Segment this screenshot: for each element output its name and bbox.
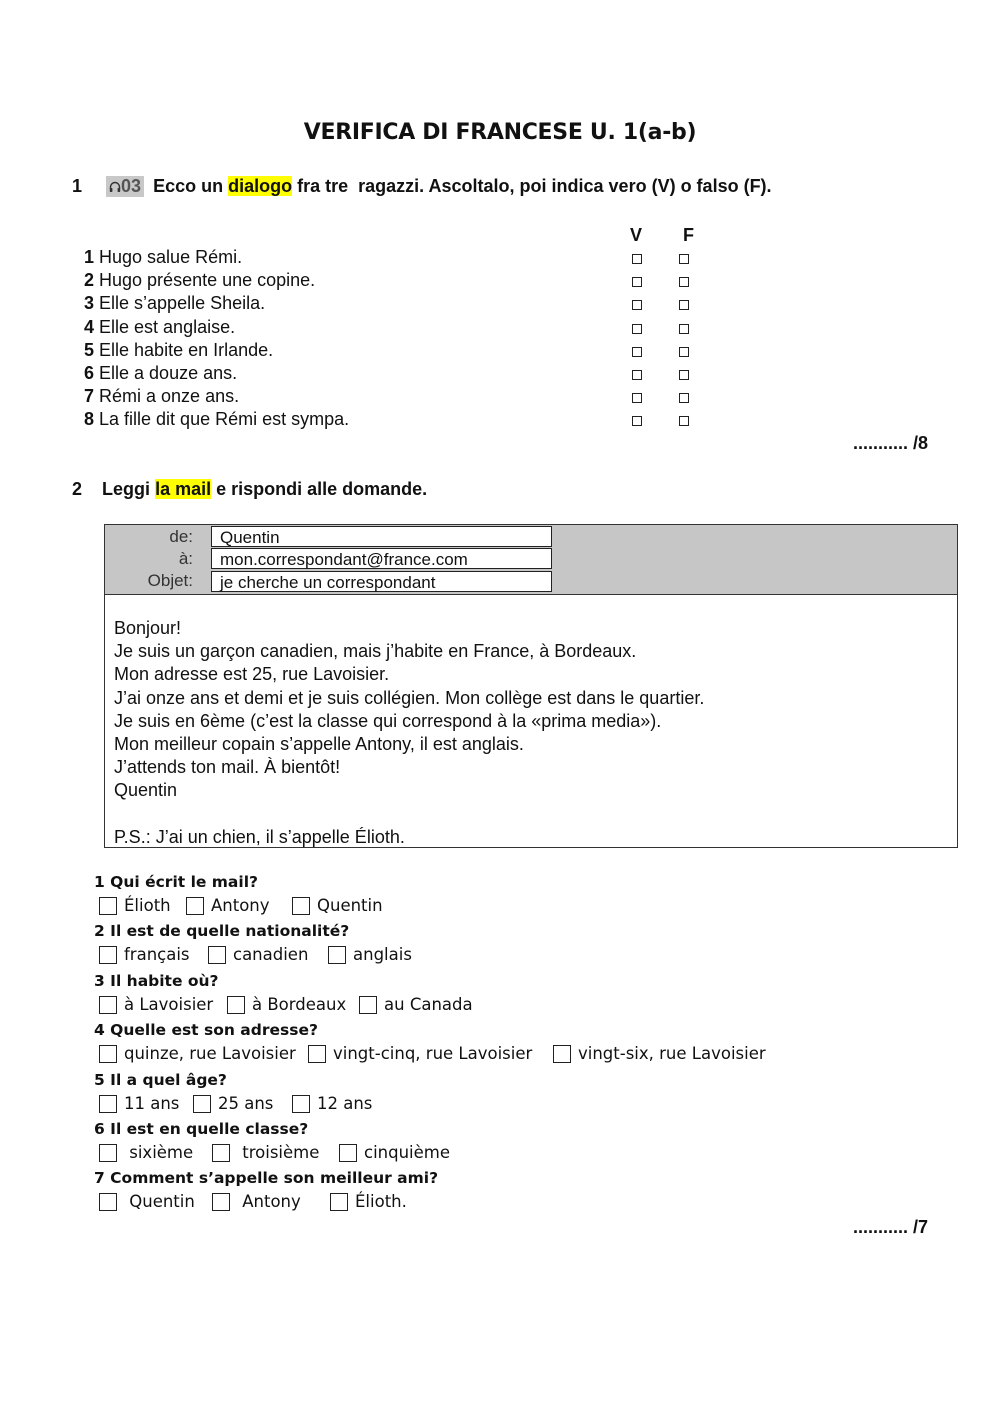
answer-checkbox[interactable] <box>292 1095 310 1113</box>
statement-text: Hugo présente une copine. <box>99 270 316 291</box>
answer-checkbox[interactable] <box>99 897 117 915</box>
statement-row <box>84 292 265 315</box>
answer-option-label: vingt-six, rue Lavoisier <box>578 1044 766 1064</box>
statement-text: Rémi a onze ans. <box>99 386 240 407</box>
statement-row <box>84 385 239 408</box>
audio-track-badge[interactable] <box>106 176 144 197</box>
email-window <box>104 524 958 848</box>
statement-text: Elle est anglaise. <box>99 316 236 337</box>
to-field: mon.correspondant@france.com <box>211 548 552 569</box>
true-checkbox[interactable] <box>632 370 642 380</box>
statement-row <box>84 408 349 431</box>
instruction-text: Ecco un <box>153 176 224 196</box>
false-checkbox[interactable] <box>679 416 689 426</box>
question-text: 5 Il a quel âge? <box>94 1070 227 1089</box>
true-checkbox[interactable] <box>632 416 642 426</box>
false-checkbox[interactable] <box>679 254 689 264</box>
true-checkbox[interactable] <box>632 347 642 357</box>
exercise-1-score: ........... /8 <box>852 433 928 453</box>
question-text: 4 Quelle est son adresse? <box>94 1021 318 1040</box>
email-body-line: Mon meilleur copain s’appelle Antony, il est anglais. <box>114 734 524 755</box>
answer-option-label: canadien <box>233 945 309 965</box>
email-body-line: Je suis en 6ème (c’est la classe qui correspond à la «prima media»). <box>114 710 662 731</box>
subject-field: je cherche un correspondant <box>211 571 552 592</box>
exercise-2-instruction <box>72 479 427 500</box>
answer-option-label: Élioth <box>124 896 171 915</box>
headphones-icon <box>109 181 121 193</box>
statement-text: Hugo salue Rémi. <box>99 247 243 267</box>
true-checkbox[interactable] <box>632 393 642 403</box>
statement-text: Elle habite en Irlande. <box>99 339 274 360</box>
email-body-line: Mon adresse est 25, rue Lavoisier. <box>114 664 390 685</box>
answer-checkbox[interactable] <box>186 897 204 915</box>
exercise-2-score: ........... /7 <box>852 1217 928 1237</box>
answer-checkbox[interactable] <box>99 1193 117 1211</box>
to-label: à: <box>178 549 193 568</box>
email-body-line <box>114 803 704 826</box>
answer-checkbox[interactable] <box>330 1193 348 1211</box>
true-checkbox[interactable] <box>632 300 642 310</box>
answer-option-label: anglais <box>353 945 412 965</box>
false-checkbox[interactable] <box>679 300 689 310</box>
email-body-line: Bonjour! <box>114 618 182 638</box>
answer-checkbox[interactable] <box>553 1045 571 1063</box>
statement-text: La fille dit que Rémi est sympa. <box>99 409 350 430</box>
answer-checkbox[interactable] <box>99 996 117 1014</box>
email-body-line: J’attends ton mail. À bientôt! <box>114 757 341 778</box>
exercise-number: 1 <box>72 176 83 196</box>
audio-track-number: 03 <box>121 176 142 196</box>
answer-checkbox[interactable] <box>359 996 377 1014</box>
answer-option-label: sixième <box>124 1143 194 1162</box>
from-label: de: <box>169 527 193 546</box>
answer-checkbox[interactable] <box>292 897 310 915</box>
answer-option-label: 11 ans <box>124 1093 180 1113</box>
statement-row <box>84 246 242 269</box>
answer-option-label: Antony <box>211 896 270 915</box>
statement-number: 3 <box>84 293 95 314</box>
answer-option-label: troisième <box>237 1143 320 1162</box>
statement-row <box>84 269 315 292</box>
true-checkbox[interactable] <box>632 254 642 264</box>
true-checkbox[interactable] <box>632 277 642 287</box>
question-text: 2 Il est de quelle nationalité? <box>94 922 350 941</box>
question-text: 7 Comment s’appelle son meilleur ami? <box>94 1169 439 1188</box>
false-checkbox[interactable] <box>679 347 689 357</box>
highlighted-word: dialogo <box>228 176 293 196</box>
answer-option-label: Quentin <box>317 896 383 915</box>
statement-row <box>84 339 273 362</box>
answer-checkbox[interactable] <box>212 1144 230 1162</box>
answer-option-label: Antony <box>237 1192 301 1212</box>
answer-checkbox[interactable] <box>308 1045 326 1063</box>
question-text: 6 Il est en quelle classe? <box>94 1120 309 1138</box>
answer-option-label: 25 ans <box>218 1093 274 1113</box>
answer-checkbox[interactable] <box>339 1144 357 1162</box>
answer-checkbox[interactable] <box>99 1095 117 1113</box>
statement-number: 4 <box>84 316 95 337</box>
answer-option-label: Élioth. <box>355 1192 407 1212</box>
subject-label: Objet: <box>147 571 193 590</box>
false-checkbox[interactable] <box>679 393 689 403</box>
answer-checkbox[interactable] <box>212 1193 230 1211</box>
answer-checkbox[interactable] <box>99 1045 117 1063</box>
statement-number: 2 <box>84 270 95 291</box>
answer-checkbox[interactable] <box>328 946 346 964</box>
false-checkbox[interactable] <box>679 324 689 334</box>
answer-option-label: à Lavoisier <box>124 994 214 1014</box>
statement-row <box>84 316 235 339</box>
answer-option-label: au Canada <box>384 994 473 1014</box>
answer-checkbox[interactable] <box>99 1144 117 1162</box>
email-body-line: Quentin <box>114 780 178 801</box>
answer-option-label: Quentin <box>124 1192 195 1212</box>
email-body <box>114 617 704 849</box>
email-body-line: J’ai onze ans et demi et je suis collégien. Mon collège est dans le quartier. <box>114 687 705 708</box>
statement-row <box>84 362 237 385</box>
instruction-text: fra tre ragazzi. Ascoltalo, poi indica vero (V) o falso (F). <box>297 176 772 196</box>
from-field: Quentin <box>211 526 552 547</box>
answer-checkbox[interactable] <box>227 996 245 1014</box>
email-body-line: Je suis un garçon canadien, mais j’habite en France, à Bordeaux. <box>114 641 637 662</box>
column-false-header: F <box>683 225 694 245</box>
instruction-text: e rispondi alle domande. <box>216 479 428 499</box>
true-checkbox[interactable] <box>632 324 642 334</box>
page-title: VERIFICA DI FRANCESE U. 1(a-b) <box>303 120 697 145</box>
email-header <box>105 525 957 595</box>
statement-number: 1 <box>84 247 95 267</box>
answer-checkbox[interactable] <box>208 946 226 964</box>
statement-number: 8 <box>84 409 95 430</box>
question-text: 3 Il habite où? <box>94 971 219 990</box>
answer-checkbox[interactable] <box>193 1095 211 1113</box>
column-true-header: V <box>630 225 643 245</box>
highlighted-word: la mail <box>155 479 212 499</box>
answer-option-label: vingt-cinq, rue Lavoisier <box>333 1044 533 1064</box>
statement-number: 5 <box>84 339 95 360</box>
statement-number: 7 <box>84 386 95 407</box>
exercise-number: 2 <box>72 479 83 499</box>
email-body-line: P.S.: J’ai un chien, il s’appelle Élioth. <box>114 826 405 847</box>
instruction-text: Leggi <box>102 479 151 499</box>
false-checkbox[interactable] <box>679 277 689 287</box>
statement-number: 6 <box>84 363 95 383</box>
false-checkbox[interactable] <box>679 370 689 380</box>
answer-option-label: cinquième <box>364 1143 451 1162</box>
answer-option-label: quinze, rue Lavoisier <box>124 1044 296 1064</box>
question-text: 1 Qui écrit le mail? <box>94 873 259 891</box>
statement-text: Elle a douze ans. <box>99 363 238 383</box>
exercise-1-instruction <box>72 176 772 197</box>
answer-option-label: 12 ans <box>317 1093 373 1113</box>
answer-checkbox[interactable] <box>99 946 117 964</box>
answer-option-label: à Bordeaux <box>252 994 347 1014</box>
statement-text: Elle s’appelle Sheila. <box>99 293 266 314</box>
answer-option-label: français <box>124 945 190 965</box>
